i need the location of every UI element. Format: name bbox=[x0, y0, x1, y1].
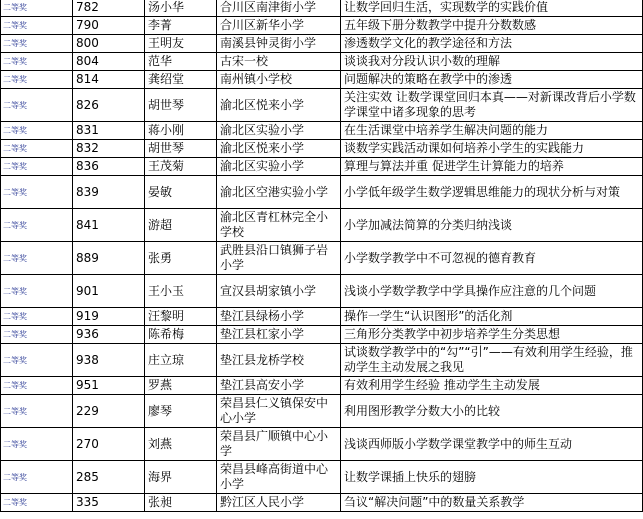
school-cell: 垫江县杠家小学 bbox=[217, 326, 341, 344]
name-cell: 陈希梅 bbox=[145, 326, 217, 344]
name-cell: 李菁 bbox=[145, 17, 217, 35]
table-row bbox=[1, 428, 643, 461]
table-row bbox=[1, 275, 643, 308]
id-cell: 831 bbox=[73, 122, 145, 140]
school-cell: 荣昌县仁义镇保安中心小学 bbox=[217, 395, 341, 428]
id-cell: 270 bbox=[73, 428, 145, 461]
table-body bbox=[1, 0, 643, 512]
title-cell: 刍议“解决问题”中的数量关系教学 bbox=[341, 494, 643, 512]
school-cell: 黔江区人民小学 bbox=[217, 494, 341, 512]
id-cell: 826 bbox=[73, 89, 145, 122]
school-cell: 古宋一校 bbox=[217, 53, 341, 71]
id-cell: 836 bbox=[73, 158, 145, 176]
title-cell: 让数学课插上快乐的翅膀 bbox=[341, 461, 643, 494]
title-cell: 谈谈我对分段认识小数的理解 bbox=[341, 53, 643, 71]
title-cell: 有效利用学生经验 推动学生主动发展 bbox=[341, 377, 643, 395]
name-cell: 龚绍堂 bbox=[145, 71, 217, 89]
title-cell: 关注实效 让数学课堂回归本真——对新课改背后小学数学课堂中诸多现象的思考 bbox=[341, 89, 643, 122]
title-cell: 小学数学教学中不可忽视的德育教育 bbox=[341, 242, 643, 275]
name-cell: 胡世琴 bbox=[145, 140, 217, 158]
award-cell: 二等奖 bbox=[1, 0, 73, 17]
school-cell: 荣昌县峰高街道中心小学 bbox=[217, 461, 341, 494]
id-cell: 839 bbox=[73, 176, 145, 209]
table-row bbox=[1, 377, 643, 395]
name-cell: 王小玉 bbox=[145, 275, 217, 308]
table-row bbox=[1, 344, 643, 377]
name-cell: 王明友 bbox=[145, 35, 217, 53]
title-cell: 浅谈小学数学教学中学具操作应注意的几个问题 bbox=[341, 275, 643, 308]
award-cell: 二等奖 bbox=[1, 176, 73, 209]
school-cell: 武胜县沿口镇狮子岩小学 bbox=[217, 242, 341, 275]
id-cell: 889 bbox=[73, 242, 145, 275]
school-cell: 渝北区青杠林完全小学校 bbox=[217, 209, 341, 242]
table-row bbox=[1, 494, 643, 512]
school-cell: 垫江县龙桥学校 bbox=[217, 344, 341, 377]
award-cell: 二等奖 bbox=[1, 35, 73, 53]
name-cell: 罗燕 bbox=[145, 377, 217, 395]
table-row bbox=[1, 53, 643, 71]
name-cell: 胡世琴 bbox=[145, 89, 217, 122]
table-row bbox=[1, 35, 643, 53]
table-row bbox=[1, 17, 643, 35]
table-row bbox=[1, 89, 643, 122]
award-cell: 二等奖 bbox=[1, 89, 73, 122]
name-cell: 张勇 bbox=[145, 242, 217, 275]
award-cell: 二等奖 bbox=[1, 71, 73, 89]
title-cell: 小学加减法简算的分类归纳浅谈 bbox=[341, 209, 643, 242]
school-cell: 渝北区悦来小学 bbox=[217, 140, 341, 158]
table-row bbox=[1, 158, 643, 176]
name-cell: 王茂菊 bbox=[145, 158, 217, 176]
school-cell: 渝北区实验小学 bbox=[217, 158, 341, 176]
title-cell: 让数学回归生活，实现数学的实践价值 bbox=[341, 0, 643, 17]
award-cell: 二等奖 bbox=[1, 461, 73, 494]
table-row bbox=[1, 395, 643, 428]
award-cell: 二等奖 bbox=[1, 275, 73, 308]
id-cell: 841 bbox=[73, 209, 145, 242]
id-cell: 938 bbox=[73, 344, 145, 377]
name-cell: 廖琴 bbox=[145, 395, 217, 428]
award-cell: 二等奖 bbox=[1, 209, 73, 242]
name-cell: 庄立琼 bbox=[145, 344, 217, 377]
title-cell: 算理与算法并重 促进学生计算能力的培养 bbox=[341, 158, 643, 176]
title-cell: 利用图形教学分数大小的比较 bbox=[341, 395, 643, 428]
award-cell: 二等奖 bbox=[1, 242, 73, 275]
name-cell: 汪黎明 bbox=[145, 308, 217, 326]
id-cell: 936 bbox=[73, 326, 145, 344]
school-cell: 渝北区空港实验小学 bbox=[217, 176, 341, 209]
id-cell: 782 bbox=[73, 0, 145, 17]
table-row bbox=[1, 122, 643, 140]
title-cell: 问题解决的策略在教学中的渗透 bbox=[341, 71, 643, 89]
table-row bbox=[1, 461, 643, 494]
name-cell: 蒋小刚 bbox=[145, 122, 217, 140]
table-row bbox=[1, 242, 643, 275]
award-cell: 二等奖 bbox=[1, 494, 73, 512]
school-cell: 垫江县高安小学 bbox=[217, 377, 341, 395]
award-cell: 二等奖 bbox=[1, 428, 73, 461]
name-cell: 游超 bbox=[145, 209, 217, 242]
table-row bbox=[1, 71, 643, 89]
table-row bbox=[1, 176, 643, 209]
id-cell: 790 bbox=[73, 17, 145, 35]
name-cell: 汤小华 bbox=[145, 0, 217, 17]
table-row bbox=[1, 140, 643, 158]
title-cell: 操作一学生“认识图形”的活化剂 bbox=[341, 308, 643, 326]
title-cell: 在生活课堂中培养学生解决问题的能力 bbox=[341, 122, 643, 140]
school-cell: 宣汉县胡家镇小学 bbox=[217, 275, 341, 308]
title-cell: 试谈数学教学中的“勾”“引”——有效利用学生经验，推动学生主动发展之我见 bbox=[341, 344, 643, 377]
award-cell: 二等奖 bbox=[1, 344, 73, 377]
table-row bbox=[1, 326, 643, 344]
name-cell: 范华 bbox=[145, 53, 217, 71]
title-cell: 渗透数学文化的教学途径和方法 bbox=[341, 35, 643, 53]
id-cell: 285 bbox=[73, 461, 145, 494]
award-cell: 二等奖 bbox=[1, 17, 73, 35]
id-cell: 901 bbox=[73, 275, 145, 308]
school-cell: 南州镇小学校 bbox=[217, 71, 341, 89]
title-cell: 五年级下册分数教学中提升分数数感 bbox=[341, 17, 643, 35]
id-cell: 804 bbox=[73, 53, 145, 71]
school-cell: 渝北区实验小学 bbox=[217, 122, 341, 140]
award-cell: 二等奖 bbox=[1, 395, 73, 428]
school-cell: 合川区新华小学 bbox=[217, 17, 341, 35]
award-cell: 二等奖 bbox=[1, 377, 73, 395]
id-cell: 919 bbox=[73, 308, 145, 326]
id-cell: 951 bbox=[73, 377, 145, 395]
table-row bbox=[1, 0, 643, 17]
award-cell: 二等奖 bbox=[1, 326, 73, 344]
table-row bbox=[1, 209, 643, 242]
name-cell: 海界 bbox=[145, 461, 217, 494]
award-cell: 二等奖 bbox=[1, 308, 73, 326]
id-cell: 335 bbox=[73, 494, 145, 512]
title-cell: 谈数学实践活动课如何培养小学生的实践能力 bbox=[341, 140, 643, 158]
school-cell: 渝北区悦来小学 bbox=[217, 89, 341, 122]
award-cell: 二等奖 bbox=[1, 140, 73, 158]
school-cell: 荣昌县广顺镇中心小学 bbox=[217, 428, 341, 461]
title-cell: 浅谈西师版小学数学课堂教学中的师生互动 bbox=[341, 428, 643, 461]
id-cell: 832 bbox=[73, 140, 145, 158]
award-cell: 二等奖 bbox=[1, 158, 73, 176]
name-cell: 张昶 bbox=[145, 494, 217, 512]
award-cell: 二等奖 bbox=[1, 53, 73, 71]
school-cell: 南溪县钟灵街小学 bbox=[217, 35, 341, 53]
title-cell: 三角形分类教学中初步培养学生分类思想 bbox=[341, 326, 643, 344]
title-cell: 小学低年级学生数学逻辑思维能力的现状分析与对策 bbox=[341, 176, 643, 209]
school-cell: 合川区南津街小学 bbox=[217, 0, 341, 17]
school-cell: 垫江县绿杨小学 bbox=[217, 308, 341, 326]
name-cell: 刘燕 bbox=[145, 428, 217, 461]
id-cell: 229 bbox=[73, 395, 145, 428]
table-row bbox=[1, 308, 643, 326]
id-cell: 814 bbox=[73, 71, 145, 89]
award-cell: 二等奖 bbox=[1, 122, 73, 140]
id-cell: 800 bbox=[73, 35, 145, 53]
name-cell: 晏敏 bbox=[145, 176, 217, 209]
